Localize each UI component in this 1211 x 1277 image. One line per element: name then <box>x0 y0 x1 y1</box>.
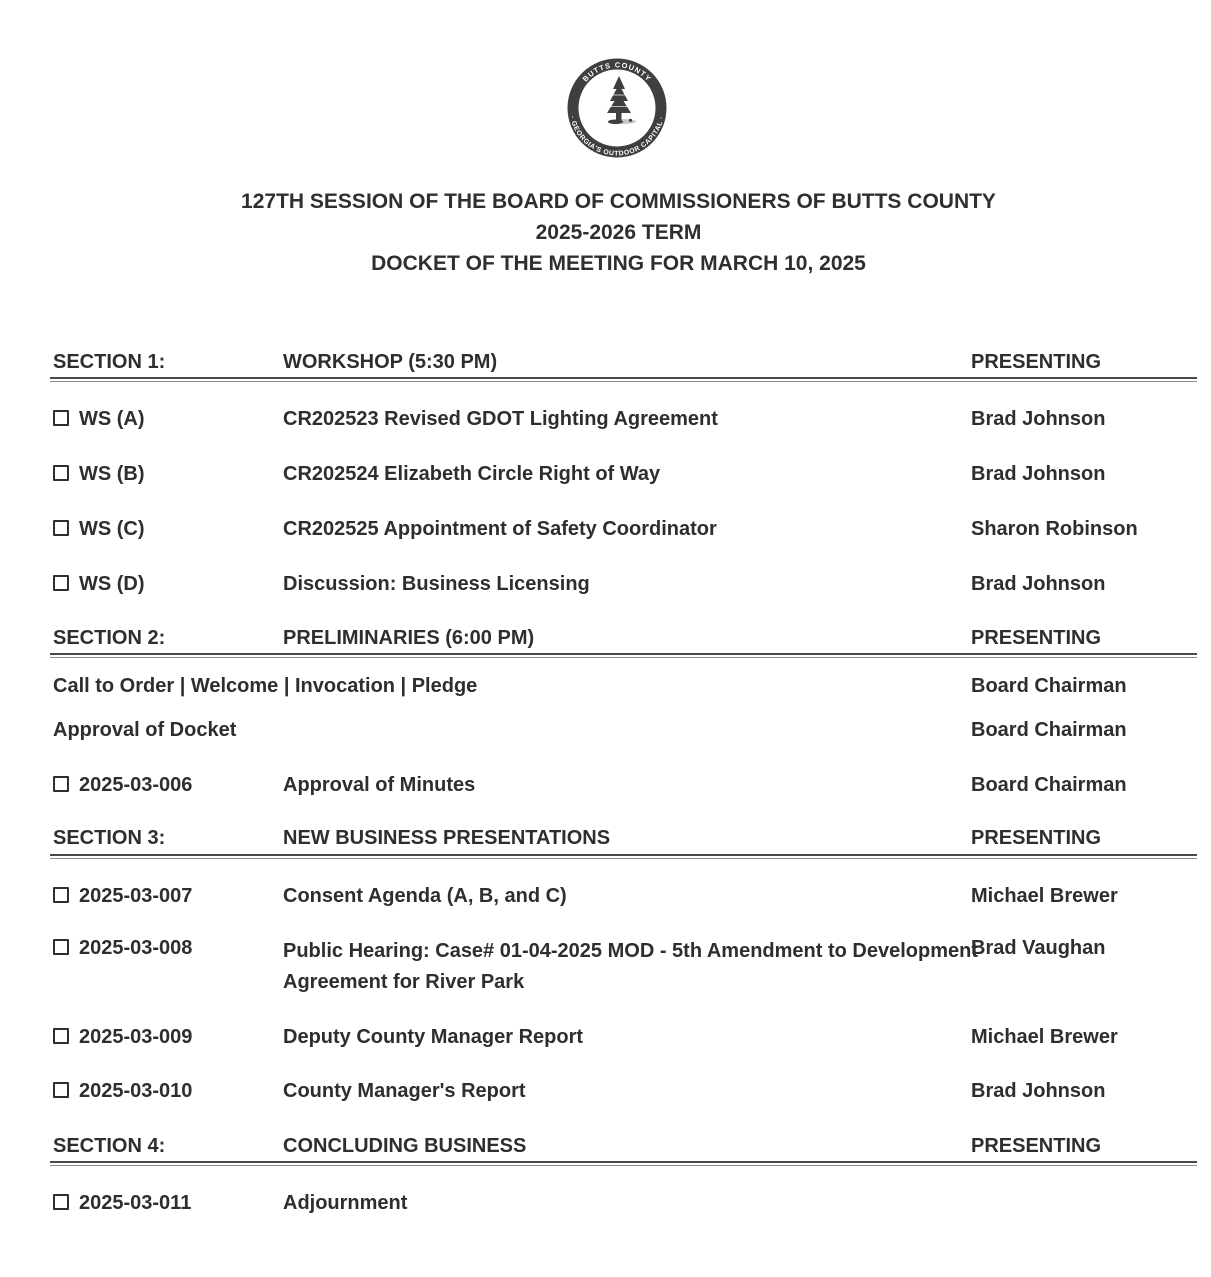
section-label: SECTION 1: <box>53 351 166 373</box>
item-code: WS (A) <box>79 408 145 430</box>
checkbox-icon <box>53 410 69 426</box>
section-heading: CONCLUDING BUSINESS <box>283 1135 527 1157</box>
checkbox-icon <box>53 1028 69 1044</box>
checkbox-icon <box>53 520 69 536</box>
seal-arc-bottom-text: · GEORGIA'S OUTDOOR CAPITAL · <box>568 115 666 158</box>
item-title: Public Hearing: Case# 01-04-2025 MOD - 5th Amendment to Development Agreement for River Park <box>283 940 978 993</box>
checkbox-icon <box>53 939 69 955</box>
item-presenter: Board Chairman <box>971 719 1127 741</box>
item-title: Discussion: Business Licensing <box>283 573 590 595</box>
checkbox-icon <box>53 575 69 591</box>
item-title: County Manager's Report <box>283 1080 526 1102</box>
item-presenter: Michael Brewer <box>971 1026 1118 1048</box>
checkbox-icon <box>53 887 69 903</box>
checkbox-icon <box>53 465 69 481</box>
section-label: SECTION 4: <box>53 1135 166 1157</box>
item-code: 2025-03-011 <box>79 1192 192 1214</box>
item-title: Approval of Minutes <box>283 774 476 796</box>
item-presenter: Sharon Robinson <box>971 518 1138 540</box>
checkbox-icon <box>53 1194 69 1210</box>
item-title: CR202523 Revised GDOT Lighting Agreement <box>283 408 718 430</box>
item-presenter: Board Chairman <box>971 774 1127 796</box>
item-presenter: Brad Johnson <box>971 408 1106 430</box>
row-text: Call to Order | Welcome | Invocation | Pledge <box>53 675 478 697</box>
presenting-column-header: PRESENTING <box>971 1135 1102 1157</box>
item-code: 2025-03-009 <box>79 1026 193 1048</box>
checkbox-icon <box>53 776 69 792</box>
item-code: WS (B) <box>79 463 145 485</box>
checkbox-icon <box>53 1082 69 1098</box>
section-4-rule <box>50 1161 1197 1166</box>
section-2-rule <box>50 653 1197 658</box>
item-title: Deputy County Manager Report <box>283 1026 584 1048</box>
section-label: SECTION 2: <box>53 627 166 649</box>
item-presenter: Michael Brewer <box>971 885 1118 907</box>
title-line-1: 127TH SESSION OF THE BOARD OF COMMISSIONERS OF BUTTS COUNTY <box>241 190 996 213</box>
item-code: 2025-03-007 <box>79 885 193 907</box>
item-presenter: Brad Johnson <box>971 463 1106 485</box>
item-code: 2025-03-008 <box>79 937 193 959</box>
butts-county-seal <box>567 58 667 158</box>
title-line-3: DOCKET OF THE MEETING FOR MARCH 10, 2025 <box>371 252 866 275</box>
section-label: SECTION 3: <box>53 827 166 849</box>
section-heading: WORKSHOP (5:30 PM) <box>283 351 498 373</box>
section-1-rule <box>50 377 1197 382</box>
item-title: Adjournment <box>283 1192 408 1214</box>
item-presenter: Brad Johnson <box>971 1080 1106 1102</box>
item-presenter: Brad Vaughan <box>971 937 1106 959</box>
section-heading: PRELIMINARIES (6:00 PM) <box>283 627 535 649</box>
item-title: CR202524 Elizabeth Circle Right of Way <box>283 463 661 485</box>
document-title <box>13 186 1211 279</box>
section-heading: NEW BUSINESS PRESENTATIONS <box>283 827 611 849</box>
section-3-rule <box>50 854 1197 859</box>
presenting-column-header: PRESENTING <box>971 827 1102 849</box>
row-text: Approval of Docket <box>53 719 237 741</box>
title-line-2: 2025-2026 TERM <box>535 221 702 244</box>
item-code: 2025-03-010 <box>79 1080 193 1102</box>
item-code: WS (D) <box>79 573 145 595</box>
item-code: WS (C) <box>79 518 145 540</box>
item-presenter: Brad Johnson <box>971 573 1106 595</box>
item-presenter: Board Chairman <box>971 675 1127 697</box>
presenting-column-header: PRESENTING <box>971 351 1102 373</box>
item-title: CR202525 Appointment of Safety Coordinator <box>283 518 717 540</box>
presenting-column-header: PRESENTING <box>971 627 1102 649</box>
item-title: Consent Agenda (A, B, and C) <box>283 885 567 907</box>
seal-arc-top-text: BUTTS COUNTY <box>580 60 654 84</box>
item-code: 2025-03-006 <box>79 774 193 796</box>
